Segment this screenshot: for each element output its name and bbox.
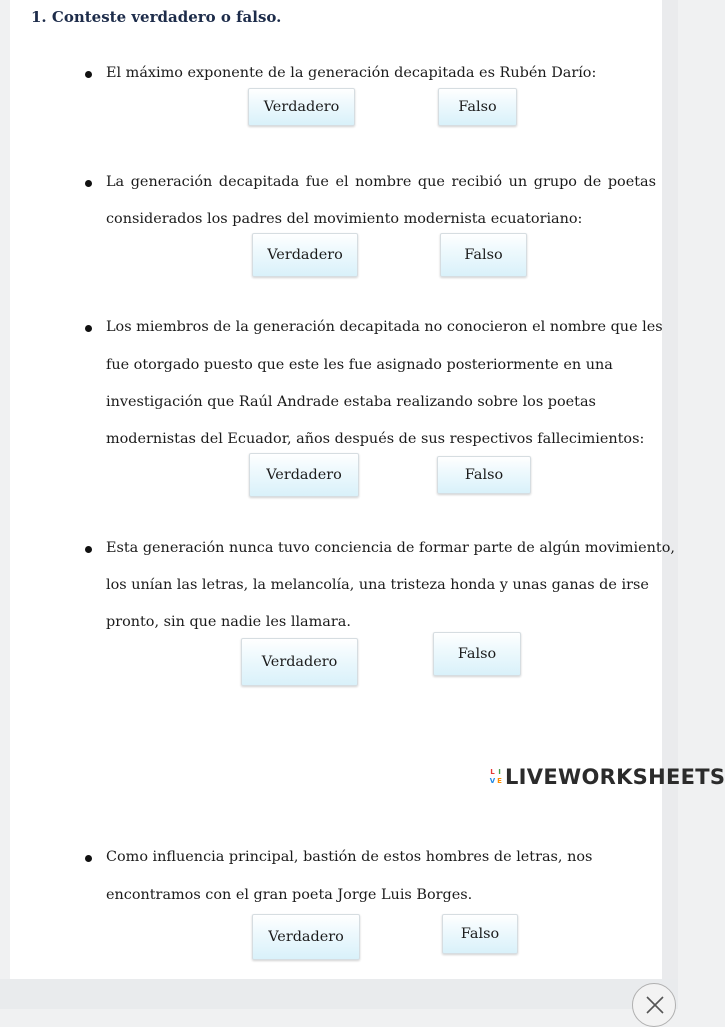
bullet-3: [85, 325, 92, 332]
statement-1-true-button[interactable]: Verdadero: [248, 88, 355, 126]
close-button[interactable]: [632, 983, 676, 1027]
statement-5-line-1: Como influencia principal, bastión de estos hombres de letras, nos: [106, 849, 593, 865]
statement-4-line-3: pronto, sin que nadie les llamara.: [106, 614, 351, 630]
statement-2-true-button[interactable]: Verdadero: [252, 233, 358, 277]
liveworksheets-logo-text: LIVEWORKSHEETS: [505, 765, 725, 789]
bullet-4: [85, 546, 92, 553]
statement-4-true-button[interactable]: Verdadero: [241, 638, 358, 686]
statement-3-line-1: Los miembros de la generación decapitada no conocieron el nombre que les: [106, 319, 663, 335]
bullet-1: [85, 71, 92, 78]
statement-4-line-2: los unían las letras, la melancolía, una tristeza honda y unas ganas de irse: [106, 577, 649, 593]
statement-1-false-button[interactable]: Falso: [438, 88, 517, 126]
statement-5-true-button[interactable]: Verdadero: [252, 914, 360, 960]
question-title: 1. Conteste verdadero o falso.: [31, 8, 282, 26]
statement-5-line-2: encontramos con el gran poeta Jorge Luis Borges.: [106, 887, 473, 903]
statement-2-false-button[interactable]: Falso: [440, 233, 527, 277]
statement-3-true-button[interactable]: Verdadero: [249, 453, 359, 497]
bullet-5: [85, 855, 92, 862]
statement-4-false-button[interactable]: Falso: [433, 632, 521, 676]
statement-3-false-button[interactable]: Falso: [437, 456, 531, 494]
statement-1-text: El máximo exponente de la generación decapitada es Rubén Darío:: [106, 65, 597, 81]
statement-2-line-2: considerados los padres del movimiento modernista ecuatoriano:: [106, 211, 583, 227]
liveworksheets-watermark: [489, 760, 725, 794]
right-margin: [662, 0, 678, 979]
statement-3-line-4: modernistas del Ecuador, años después de sus respectivos fallecimientos:: [106, 431, 645, 447]
statement-3-line-2: fue otorgado puesto que este les fue asignado posteriormente en una: [106, 357, 613, 373]
statement-3-line-3: investigación que Raúl Andrade estaba realizando sobre los poetas: [106, 394, 596, 410]
statement-5-false-button[interactable]: Falso: [442, 914, 518, 954]
bullet-2: [85, 180, 92, 187]
close-icon: [644, 994, 666, 1016]
liveworksheets-logo-icon: L I V E: [489, 768, 502, 785]
statement-4-line-1: Esta generación nunca tuvo conciencia de formar parte de algún movimiento,: [106, 540, 675, 556]
bottom-bar: [0, 979, 678, 1009]
statement-2-line-1: La generación decapitada fue el nombre que recibió un grupo de poetas: [106, 174, 656, 190]
